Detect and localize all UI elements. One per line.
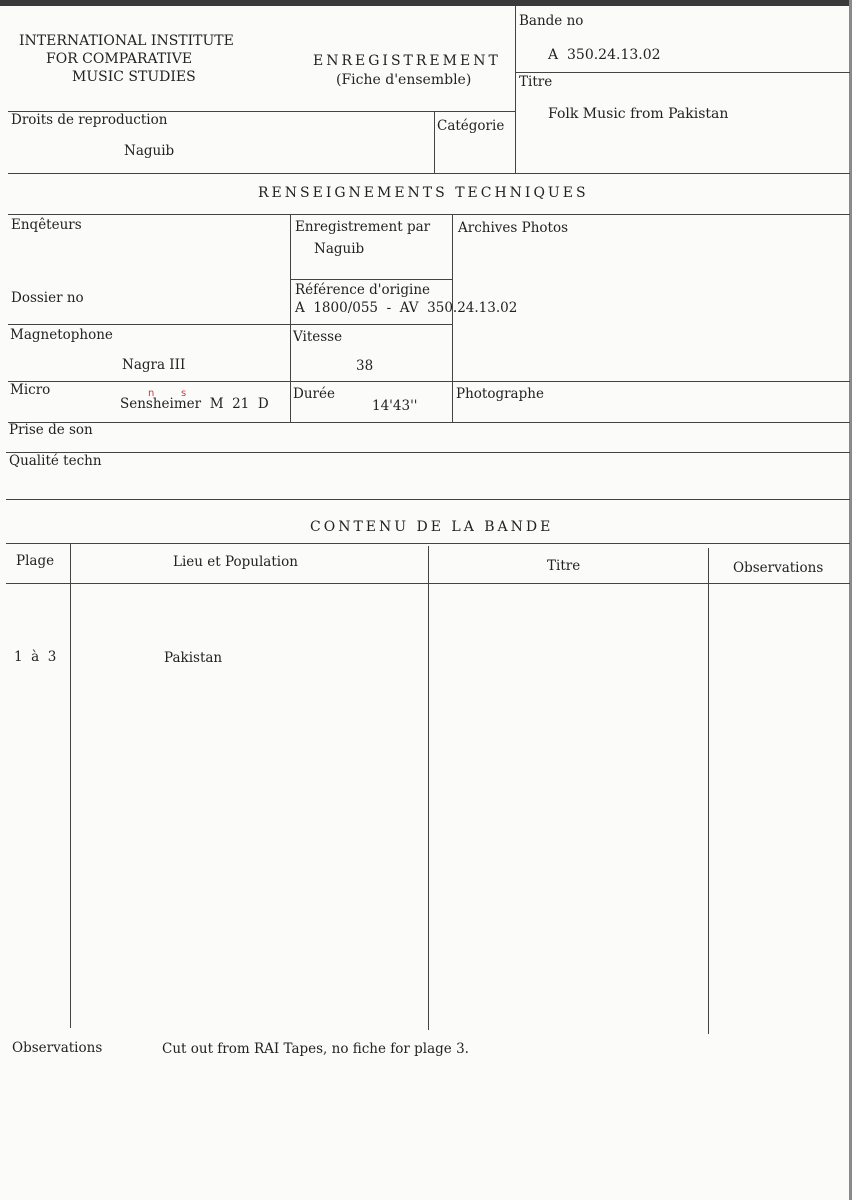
observations-value: Cut out from RAI Tapes, no fiche for plage 3. [162, 1041, 469, 1057]
prise-label: Prise de son [9, 422, 93, 438]
vitesse-label: Vitesse [293, 329, 343, 345]
categorie-divider [434, 111, 435, 173]
scan-top-edge [0, 0, 852, 6]
dossier-label: Dossier no [11, 290, 84, 306]
duree-label: Durée [293, 386, 335, 402]
form-title: ENREGISTREMENT [313, 53, 501, 69]
technical-col-divider-1 [290, 214, 291, 422]
observations-label: Observations [12, 1040, 103, 1056]
technical-col-divider-2 [452, 214, 453, 422]
micro-correction-1: n [148, 388, 155, 399]
micro-value: Sensheimer M 21 D [120, 396, 269, 412]
enregistrement-divider [290, 279, 452, 280]
magnetophone-divider [8, 381, 850, 382]
reference-value: A 1800/055 - AV 350.24.13.02 [295, 300, 518, 316]
micro-divider [8, 422, 850, 423]
bande-divider [515, 72, 850, 73]
reference-label: Référence d'origine [295, 282, 431, 298]
row-plage: 1 à 3 [14, 649, 57, 665]
prise-divider [6, 452, 850, 453]
titre-value: Folk Music from Pakistan [548, 106, 729, 122]
bande-label: Bande no [519, 13, 584, 29]
bande-value: A 350.24.13.02 [548, 47, 661, 63]
droits-label: Droits de reproduction [11, 112, 168, 128]
vitesse-value: 38 [356, 358, 374, 374]
technical-heading: RENSEIGNEMENTS TECHNIQUES [258, 185, 589, 201]
contents-heading: CONTENU DE LA BANDE [310, 519, 554, 535]
micro-correction-2: s [181, 388, 187, 399]
enregistrement-label: Enregistrement par [295, 219, 431, 235]
archives-label: Archives Photos [458, 220, 568, 236]
institute-line-3: MUSIC STUDIES [72, 69, 196, 85]
magnetophone-label: Magnetophone [10, 327, 113, 343]
dossier-divider [8, 324, 452, 325]
contents-col-divider-1 [70, 543, 71, 1028]
qualite-divider [6, 499, 850, 500]
contents-col-divider-2 [428, 546, 429, 1030]
header-divider-vertical [515, 6, 516, 174]
contents-col-divider-3 [708, 548, 709, 1034]
column-header-titre: Titre [547, 558, 581, 574]
institute-line-2: FOR COMPARATIVE [46, 51, 193, 67]
column-header-plage: Plage [16, 553, 55, 569]
institute-line-1: INTERNATIONAL INSTITUTE [19, 33, 234, 49]
qualite-label: Qualité techn [9, 453, 102, 469]
contents-top-line [6, 543, 850, 544]
technical-top-line [8, 214, 850, 215]
titre-label: Titre [519, 74, 553, 90]
enregistrement-value: Naguib [314, 241, 365, 257]
form-subtitle: (Fiche d'ensemble) [336, 72, 472, 88]
magnetophone-value: Nagra III [122, 357, 186, 373]
droits-value: Naguib [124, 143, 175, 159]
photographe-label: Photographe [456, 386, 544, 402]
duree-value: 14'43'' [372, 398, 418, 414]
categorie-label: Catégorie [437, 118, 505, 134]
column-header-lieu: Lieu et Population [173, 554, 298, 570]
micro-label: Micro [10, 382, 51, 398]
header-bottom-line [8, 173, 850, 174]
enqueteurs-label: Enqêteurs [11, 217, 82, 233]
column-header-observations: Observations [733, 560, 824, 576]
row-lieu: Pakistan [164, 650, 223, 666]
